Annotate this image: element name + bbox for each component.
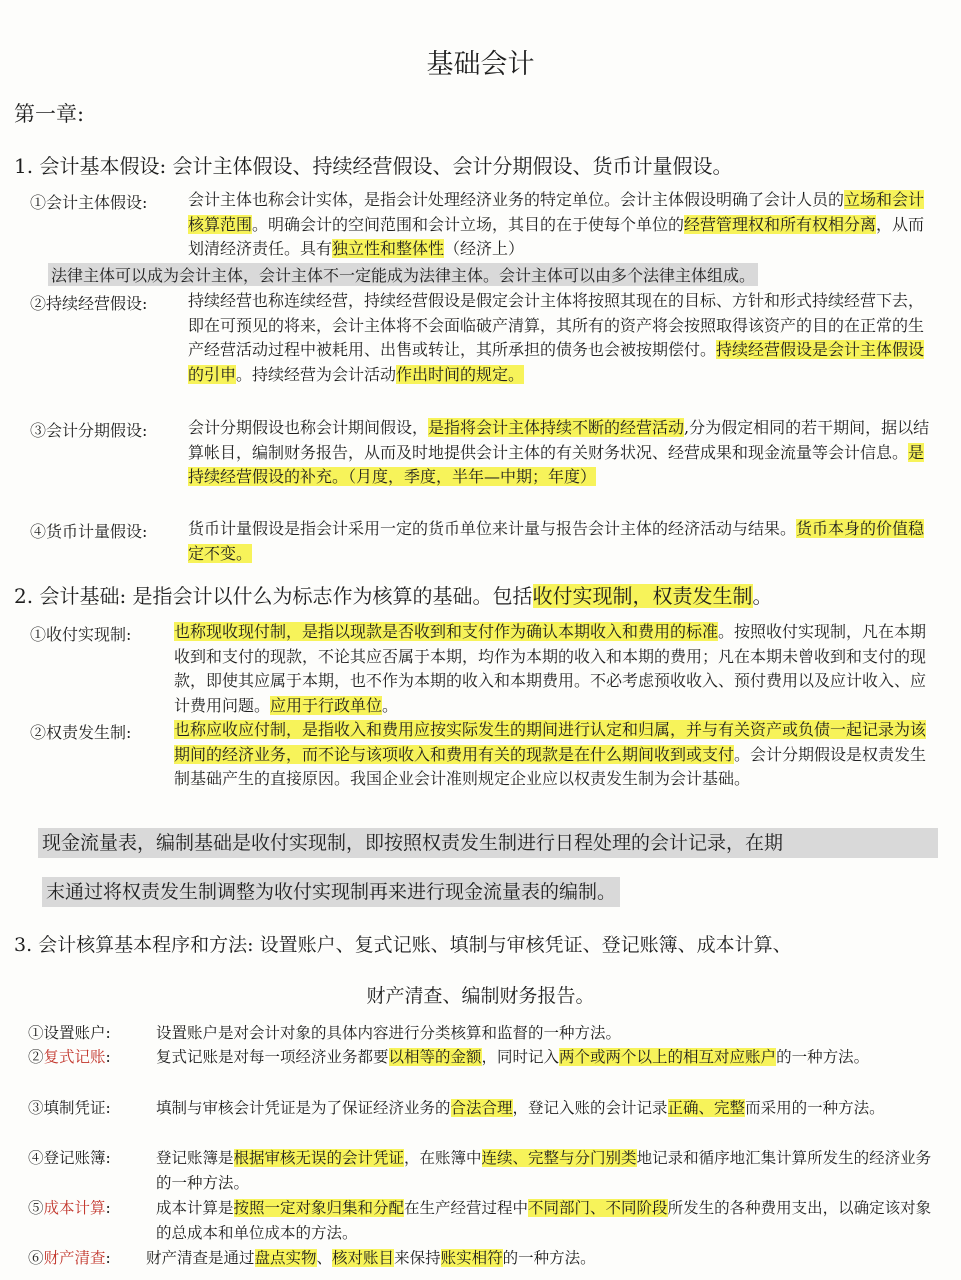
highlighted-text: 不同部门、不同阶段: [528, 1199, 668, 1217]
s3-item-1-name: 设置账户: [43, 1024, 106, 1042]
s1-item-2-label: ②持续经营假设:: [30, 294, 148, 313]
s3-item-3-num: ③: [28, 1099, 44, 1117]
s3-item-3-name: 填制凭证: [43, 1099, 106, 1117]
highlighted-text: 盘点实物: [254, 1249, 317, 1267]
highlighted-text: 应用于行政单位: [270, 695, 383, 715]
text-segment: 货币计量假设是指会计采用一定的货币单位来计量与报告会计主体的经济活动与结果。: [188, 519, 797, 538]
s3-item-1-colon: :: [105, 1024, 111, 1042]
text-segment: 。: [382, 695, 399, 715]
s3-item-4-text: [156, 1146, 934, 1196]
text-segment: 设置账户是对会计对象的具体内容进行分类核算和监督的一种方法。: [156, 1024, 622, 1042]
text-segment: 。明确会计的空间范围和会计立场，其目的在于使每个单位的: [252, 214, 685, 234]
text-segment: 。按照收付实现制，凡在本期收到和支付的现款，不论其应否属于本期，均作为本期的收入和本期的费用；凡在本期未曾收到和支付的现款，即使其应属于本期，也不作为本期的收入和本期费用。不必考虑预收收入、预付费用以及应计收入、应计费用问题。: [174, 622, 927, 715]
text-segment: 填制与审核会计凭证是为了保证经济业务的: [156, 1099, 451, 1117]
s1-item-1-tail: 法律主体可以成为会计主体，会计主体不一定能成为法律主体。会计主体可以由多个法律主体组成。: [48, 263, 758, 286]
highlighted-text: 连续、完整与分门别类: [481, 1149, 637, 1167]
s3-item-2-colon: :: [105, 1048, 111, 1066]
text-segment: 地记录和循序地汇集计算所发生的经济业务的一种方法。: [156, 1149, 932, 1192]
text-segment: 。持续经营为会计活动: [236, 364, 397, 384]
text-segment: 的一种方法。: [776, 1048, 870, 1066]
section-2-heading-highlight: 收付实现制，权责发生制: [532, 584, 753, 608]
highlighted-text: 合法合理: [450, 1099, 513, 1117]
highlighted-text: 根据审核无误的会计凭证: [233, 1149, 405, 1167]
s3-item-2-text: [156, 1045, 934, 1070]
s2-item-1-text: [174, 620, 934, 718]
s1-item-2-text: [188, 289, 933, 387]
s3-item-3-text: [156, 1096, 934, 1121]
section-3-heading-line-1: 3. 会计核算基本程序和方法: 设置账户、复式记账、填制与审核凭证、登记账簿、成本计算、: [14, 934, 792, 956]
text-segment: 复式记账是对每一项经济业务都要: [156, 1048, 389, 1066]
s3-item-6-colon: :: [105, 1249, 111, 1267]
highlighted-text: 按照一定对象归集和分配: [233, 1199, 405, 1217]
highlighted-text: 立场和会计核算范围: [188, 190, 925, 234]
s3-item-4-label: [28, 1146, 111, 1171]
text-segment: ，在账簿中: [404, 1149, 482, 1167]
section-2-heading-end: 。: [752, 584, 773, 608]
section-2-heading-main: 2. 会计基础: 是指会计以什么为标志作为核算的基础。包括: [14, 584, 533, 608]
s1-item-1-label: ①会计主体假设:: [30, 193, 148, 212]
text-segment: 而采用的一种方法。: [745, 1099, 885, 1117]
text-segment: 会计分期假设也称会计期间假设，: [188, 418, 429, 437]
s3-item-1-label: [28, 1021, 111, 1046]
section-2-heading: [14, 580, 773, 609]
section-1-heading: 1. 会计基本假设: 会计主体假设、持续经营假设、会计分期假设、货币计量假设。: [14, 154, 733, 178]
highlighted-text: 也称应收应付制，是指收入和费用应按实际发生的期间进行认定和归属，并与有关资产或负债一起记录为该期间的经济业务，而不论与该项收入和费用有关的现款是在什么期间收到或支付: [174, 720, 927, 764]
highlighted-text: 两个或两个以上的相互对应账户: [559, 1048, 777, 1066]
text-segment: ，登记入账的会计记录: [512, 1099, 668, 1117]
section-3-heading-line-2: 财产清查、编制财务报告。: [366, 985, 595, 1007]
highlighted-text: 是指将会计主体持续不断的经营活动: [428, 418, 685, 437]
s3-item-6-label: [28, 1246, 111, 1271]
text-segment: 在生产经营过程中: [404, 1199, 529, 1217]
text-segment: 的一种方法。: [502, 1249, 596, 1267]
s3-item-1-text: [156, 1021, 934, 1046]
s3-item-2-label: [28, 1045, 111, 1070]
text-segment: 成本计算是: [156, 1199, 234, 1217]
highlighted-text: 账实相符: [440, 1249, 503, 1267]
s3-item-4-name: 登记账簿: [43, 1149, 106, 1167]
text-segment: 财产清查是通过: [146, 1249, 255, 1267]
s1-item-1-text: [188, 188, 933, 262]
text-segment: 、: [316, 1249, 333, 1267]
highlighted-text: 正确、完整: [667, 1099, 746, 1117]
page-title: 基础会计: [426, 49, 535, 80]
text-segment: 来保持: [394, 1249, 441, 1267]
highlighted-text: 作出时间的规定。: [396, 364, 525, 384]
highlighted-text: 经营管理权和所有权相分离: [684, 214, 877, 234]
s3-item-6-num: ⑥: [28, 1249, 44, 1267]
highlighted-text: 持续经营假设是会计主体假设的引申: [188, 340, 925, 384]
highlighted-text: 货币本身的价值稳定不变。: [188, 519, 925, 563]
s3-item-5-name: 成本计算: [43, 1199, 106, 1217]
s3-item-3-colon: :: [105, 1099, 111, 1117]
chapter-heading: 第一章:: [14, 102, 85, 126]
highlighted-text: 以相等的金额: [388, 1048, 482, 1066]
text-segment: ,分为假定相同的若干期间，据以结算帐目，编制财务报告，从而及时地提供会计主体的有关财务状况、经营成果和现金流量等会计信息。: [188, 418, 930, 462]
s2-item-2-text: [174, 718, 934, 792]
text-segment: ，从而划清经济责任。具有: [188, 214, 925, 258]
s3-item-4-num: ④: [28, 1149, 44, 1167]
s3-item-6-name: 财产清查: [43, 1249, 106, 1267]
s3-item-2-name: 复式记账: [43, 1048, 106, 1066]
s3-item-4-colon: :: [105, 1149, 111, 1167]
s3-item-5-colon: :: [105, 1199, 111, 1217]
s3-item-6-text: [146, 1246, 934, 1271]
text-segment: 会计主体也称会计实体，是指会计处理经济业务的特定单位。会计主体假设明确了会计人员的: [188, 190, 845, 209]
text-segment: 所发生的各种费用支出，以确定该对象的总成本和单位成本的方法。: [156, 1199, 932, 1242]
s2-item-2-label: ②权责发生制:: [30, 723, 132, 742]
highlighted-text: 也称现收现付制，是指以现款是否收到和支付作为确认本期收入和费用的标准: [174, 622, 719, 641]
s1-item-4-label: ④货币计量假设:: [30, 522, 148, 541]
s3-item-1-num: ①: [28, 1024, 44, 1042]
summary-line-2: 末通过将权责发生制调整为收付实现制再来进行现金流量表的编制。: [42, 877, 620, 907]
text-segment: 持续经营也称连续经营，持续经营假设是假定会计主体将按照其现在的目标、方针和形式持续经营下去，即在可预见的将来，会计主体将不会面临破产清算，其所有的资产将会按照取得该资产的目的在正常的生产经营活动过程中被耗用、出售或转让，其所承担的债务也会被按期偿付。: [188, 291, 925, 359]
text-segment: （经济上）: [444, 239, 525, 258]
s3-item-5-num: ⑤: [28, 1199, 44, 1217]
s3-item-3-label: [28, 1096, 111, 1121]
s3-item-5-text: [156, 1196, 934, 1246]
highlighted-text: 独立性和整体性: [332, 239, 445, 258]
s1-item-3-label: ③会计分期假设:: [30, 421, 148, 440]
s2-item-1-label: ①收付实现制:: [30, 625, 132, 644]
s1-item-3-text: [188, 416, 933, 490]
text-segment: 。会计分期假设是权责发生制基础产生的直接原因。我国企业会计准则规定企业应以权责发生制为会计基础。: [174, 744, 927, 788]
highlighted-text: 是持续经营假设的补充。（月度，季度，半年—中期；年度）: [188, 442, 925, 486]
s3-item-5-label: [28, 1196, 111, 1221]
s1-item-4-text: [188, 517, 933, 566]
text-segment: ，同时记入: [481, 1048, 560, 1066]
summary-line-1: 现金流量表，编制基础是收付实现制，即按照权责发生制进行日程处理的会计记录，在期: [38, 828, 938, 858]
s3-item-2-num: ②: [28, 1048, 44, 1066]
text-segment: 登记账簿是: [156, 1149, 234, 1167]
highlighted-text: 核对账目: [332, 1249, 395, 1267]
